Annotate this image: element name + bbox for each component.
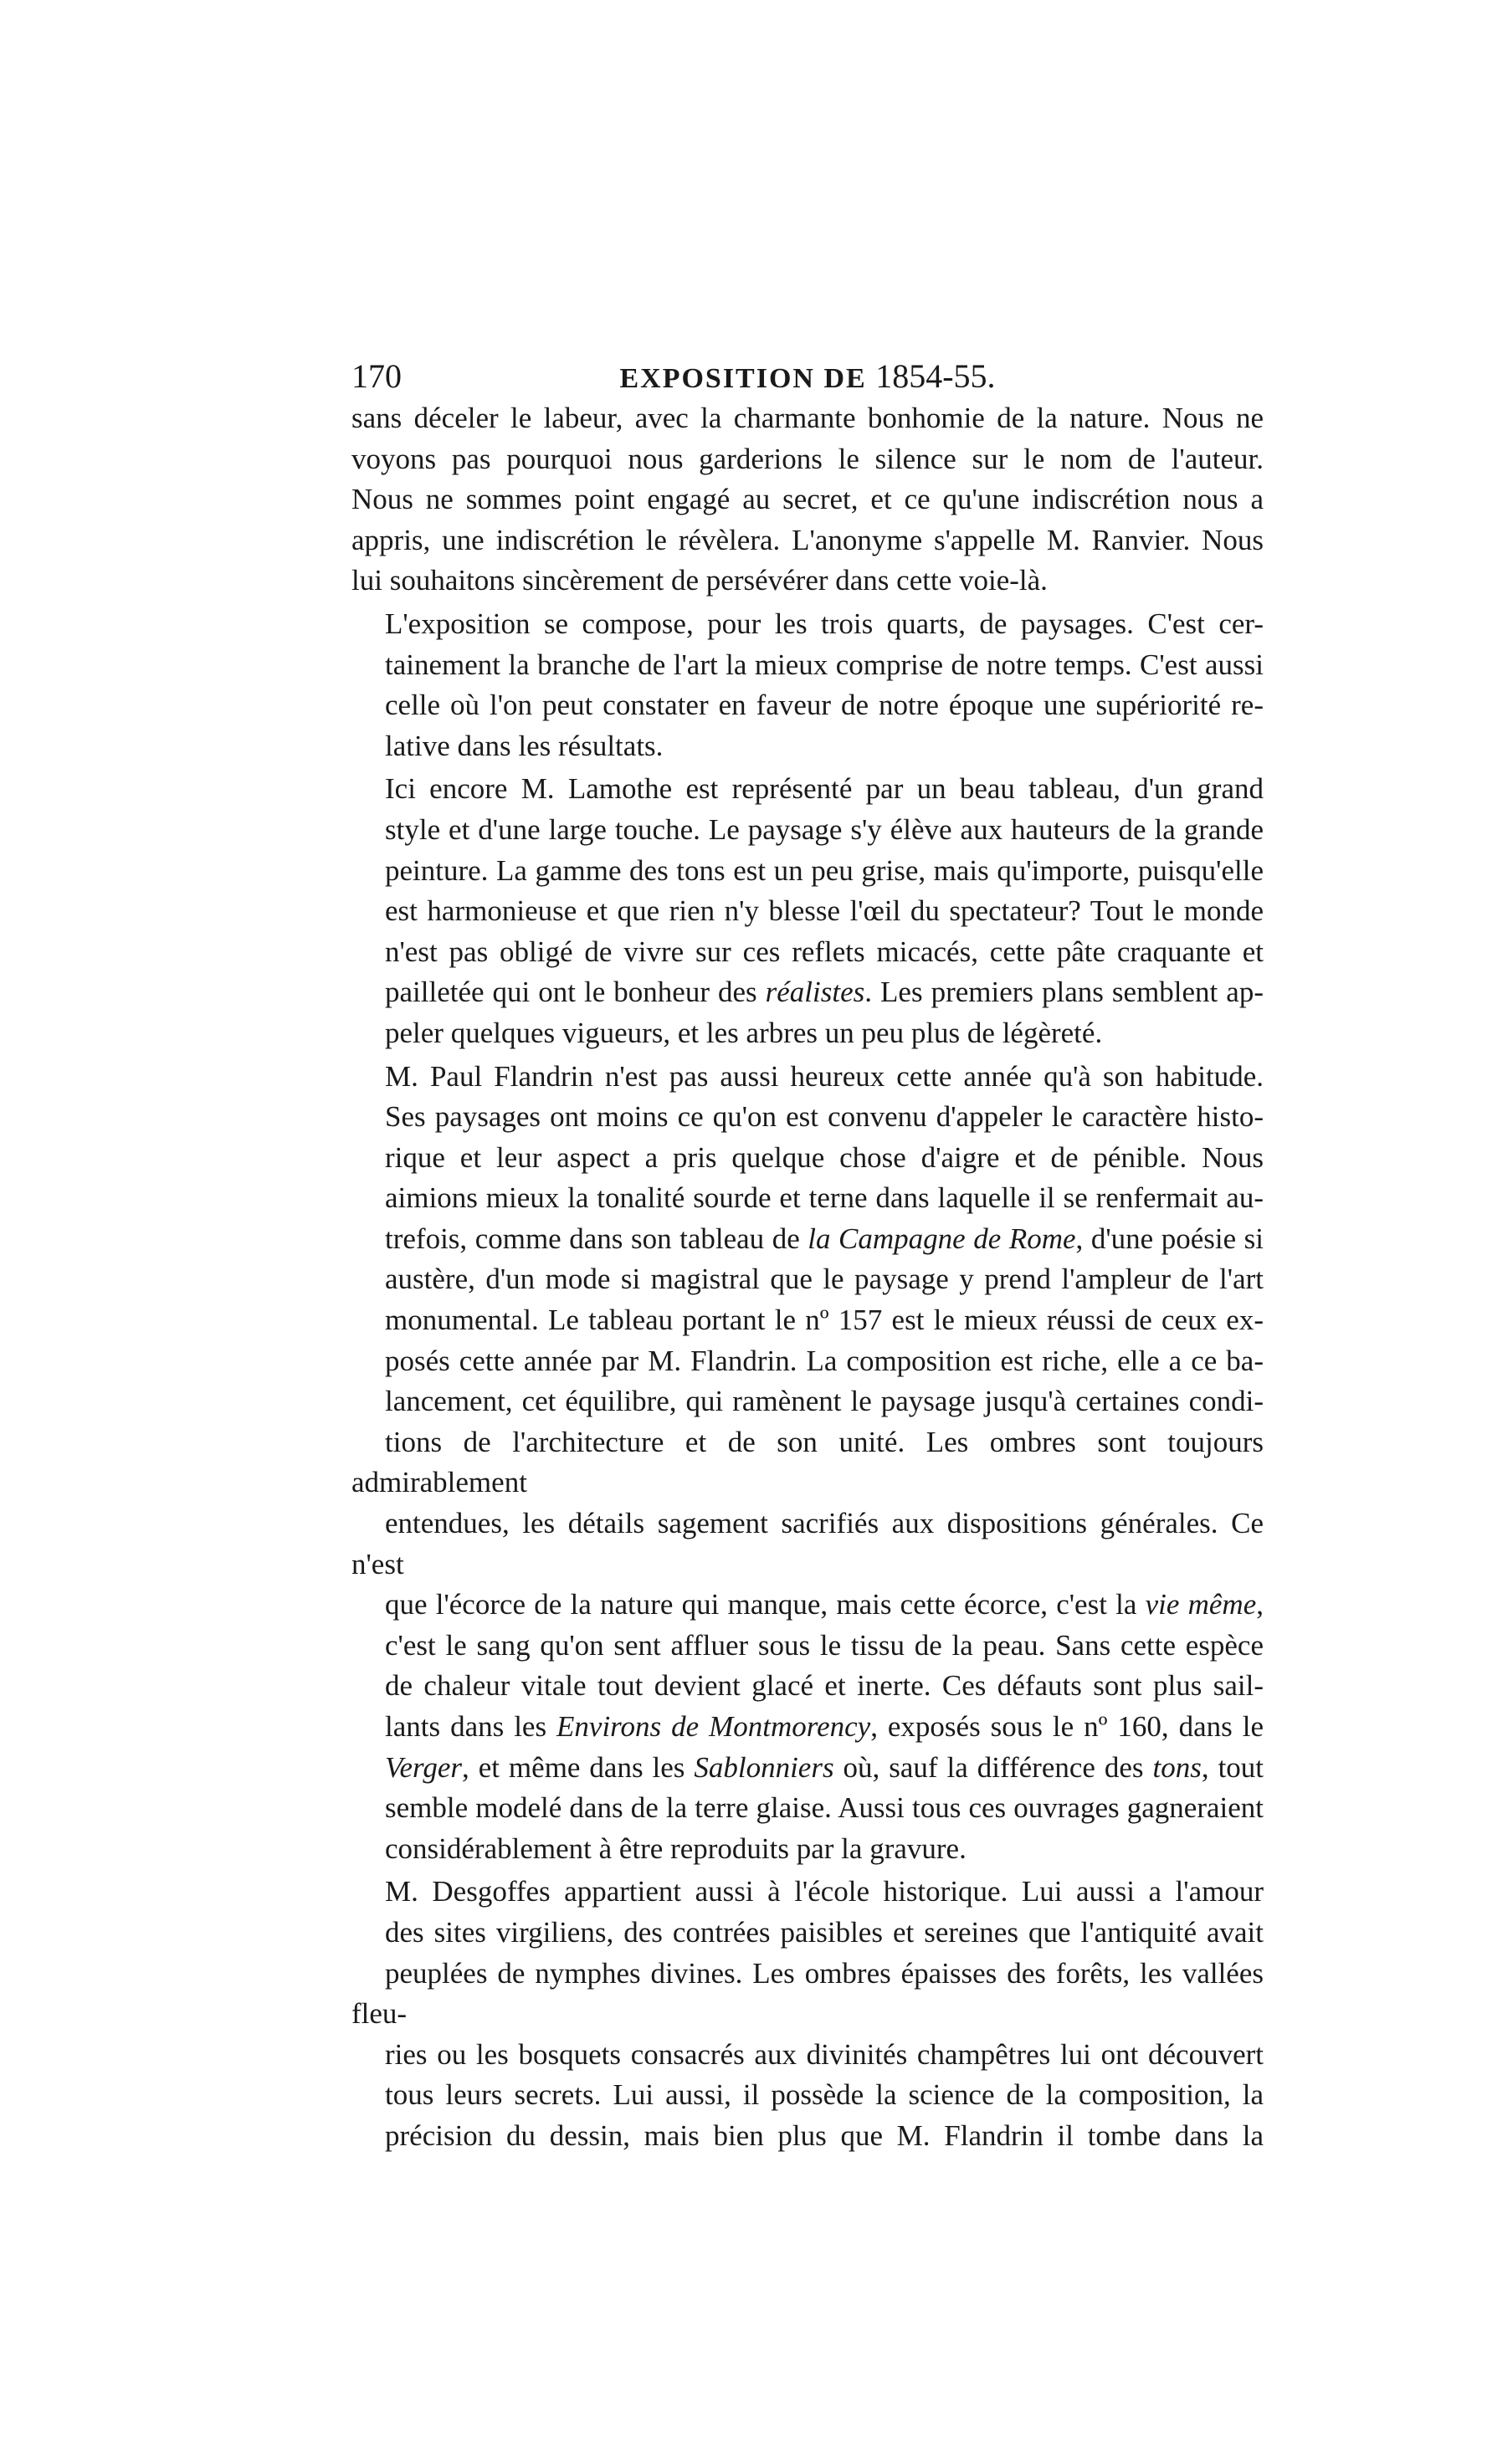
text-line: de chaleur vitale tout devient glacé et inerte. Ces défauts sont plus sail- — [385, 1669, 1264, 1703]
text-line: M. Desgoffes appartient aussi à l'école historique. Lui aussi a l'amour — [385, 1875, 1264, 1908]
text-line: précision du dessin, mais bien plus que M. Flandrin il tombe dans la — [385, 2118, 1264, 2152]
paragraph — [351, 1057, 1264, 1870]
text-line: Verger, et même dans les Sablonniers où, sauf la différence des tons, tout — [385, 1750, 1264, 1784]
text-line: celle où l'on peut constater en faveur de notre époque une supériorité re- — [385, 689, 1264, 722]
text-line: n'est pas obligé de vivre sur ces reflets micacés, cette pâte craquante et — [385, 935, 1264, 968]
text-line: monumental. Le tableau portant le nº 157 est le mieux réussi de ceux ex- — [385, 1304, 1264, 1337]
page-number: 170 — [351, 357, 402, 395]
running-title-year: 1854-55. — [875, 357, 996, 395]
paragraph — [351, 1872, 1264, 2156]
text-line: appris, une indiscrétion le révèlera. L'anonyme s'appelle M. Ranvier. Nous — [351, 523, 1264, 556]
text-line: posés cette année par M. Flandrin. La composition est riche, elle a ce ba- — [385, 1344, 1264, 1377]
text-line: peuplées de nymphes divines. Les ombres épaisses des forêts, les vallées fleu- — [351, 1956, 1264, 2031]
running-title — [351, 351, 1264, 404]
text-line: peler quelques vigueurs, et les arbres un peu plus de légèreté. — [385, 1016, 1103, 1049]
text-line: pailletée qui ont le bonheur des réalistes. Les premiers plans semblent ap- — [385, 976, 1264, 1009]
paragraph — [351, 769, 1264, 1053]
paragraph — [351, 604, 1264, 766]
text-line: tions de l'architecture et de son unité. Les ombres sont toujours admirablement — [351, 1425, 1264, 1499]
text-line: considérablement à être reproduits par la gravure. — [385, 1831, 967, 1865]
text-line: rique et leur aspect a pris quelque chose d'aigre et de pénible. Nous — [385, 1140, 1264, 1174]
text-line: des sites virgiliens, des contrées paisibles et sereines que l'antiquité avait — [385, 1915, 1264, 1949]
text-line: lants dans les Environs de Montmorency, exposés sous le nº 160, dans le — [385, 1710, 1264, 1743]
text-line: peinture. La gamme des tons est un peu grise, mais qu'importe, puisqu'elle — [385, 853, 1264, 887]
text-line: lancement, cet équilibre, qui ramènent le paysage jusqu'à certaines condi- — [385, 1385, 1264, 1418]
paragraph — [351, 398, 1264, 602]
text-line: M. Paul Flandrin n'est pas aussi heureux cette année qu'à son habitude. — [385, 1059, 1264, 1093]
text-line: est harmonieuse et que rien n'y blesse l'œil du spectateur? Tout le monde — [385, 894, 1264, 928]
text-line: que l'écorce de la nature qui manque, mais cette écorce, c'est la vie même, — [385, 1588, 1264, 1621]
text-line: voyons pas pourquoi nous garderions le silence sur le nom de l'auteur. — [351, 442, 1264, 475]
text-line: c'est le sang qu'on sent affluer sous le tissu de la peau. Sans cette espèce — [385, 1628, 1264, 1662]
text-line: style et d'une large touche. Le paysage s'y élève aux hauteurs de la grande — [385, 812, 1264, 846]
running-title-text: EXPOSITION DE — [619, 363, 876, 394]
text-line: Ses paysages ont moins ce qu'on est convenu d'appeler le caractère histo- — [385, 1100, 1264, 1134]
text-line: L'exposition se compose, pour les trois quarts, de paysages. C'est cer- — [385, 607, 1264, 640]
text-line: ries ou les bosquets consacrés aux divinités champêtres lui ont découvert — [385, 2037, 1264, 2071]
text-line: tainement la branche de l'art la mieux comprise de notre temps. C'est aussi — [385, 648, 1264, 681]
text-line: semble modelé dans de la terre glaise. Aussi tous ces ouvrages gagneraient — [385, 1791, 1264, 1825]
text-line: Ici encore M. Lamothe est représenté par un beau tableau, d'un grand — [385, 772, 1264, 806]
text-line: aimions mieux la tonalité sourde et terne dans laquelle il se renfermait au- — [385, 1181, 1264, 1215]
text-line: Nous ne sommes point engagé au secret, et ce qu'une indiscrétion nous a — [351, 483, 1264, 516]
body-text — [351, 398, 1264, 2157]
text-line: lative dans les résultats. — [385, 729, 664, 762]
text-line: lui souhaitons sincèrement de persévérer dans cette voie-là. — [351, 564, 1048, 597]
text-line: sans déceler le labeur, avec la charmante bonhomie de la nature. Nous ne — [351, 402, 1264, 434]
text-line: entendues, les détails sagement sacrifiés aux dispositions générales. Ce n'est — [351, 1507, 1264, 1580]
text-line: trefois, comme dans son tableau de la Campagne de Rome, d'une poésie si — [385, 1222, 1264, 1255]
text-line: austère, d'un mode si magistral que le paysage y prend l'ampleur de l'art — [385, 1263, 1264, 1296]
text-line: tous leurs secrets. Lui aussi, il possède la science de la composition, la — [385, 2078, 1264, 2112]
page-header — [351, 351, 1264, 402]
